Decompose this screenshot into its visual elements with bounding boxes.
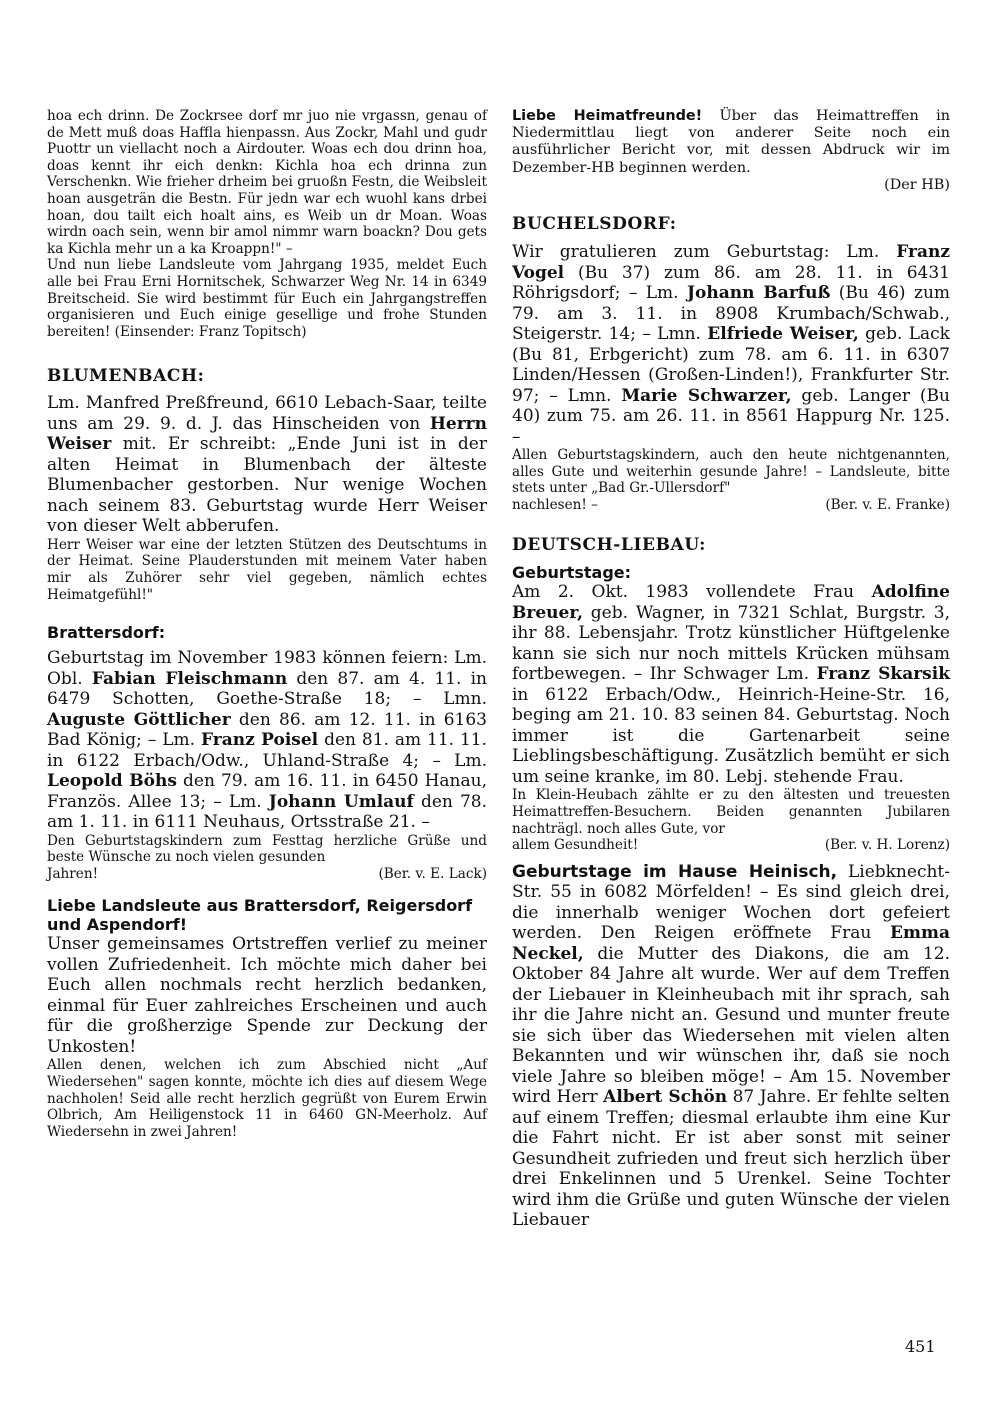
deutsch-liebau-heading: DEUTSCH-LIEBAU: xyxy=(512,535,707,556)
buchelsdorf-signature-line: nachlesen! – (Ber. v. E. Franke) xyxy=(512,496,950,513)
reigersdorf-paragraph: Unser gemeinsames Ortstreffen verlief zu meiner vollen Zufriedenheit. Ich möchte mich daher bei Euch allen nochmals recht herzlich bedanken, einmal für Euer zahlreiches Erscheinen und auch für die großherzige Spende zur Deckung der Unkosten! xyxy=(47,934,487,1057)
blumenbach-note: Herr Weiser war eine der letzten Stützen des Deutschtums in der Heimat. Seine Plauderstunden mit meinem Vater haben mir als Zuhörer sehr viel gegeben, nämlich echtes Heimatgefühl!" xyxy=(47,536,487,603)
buchelsdorf-note: Allen Geburtstagskindern, auch den heute nichtgenannten, alles Gute und weiterhin gesunde Jahre! – Landsleute, bitte stets unter „Bad Gr.-Ullersdorf" xyxy=(512,447,950,497)
left-column xyxy=(47,108,487,1140)
reigersdorf-note: Allen denen, welchen ich zum Abschied nicht „Auf Wiedersehen" sagen konnte, möchte ich dies auf diesem Wege nachholen! Seid alle recht herzlich gegrüßt von Eurem Erwin Olbrich, Am Heiligenstock 11 in 6460 GN-Meerholz. Auf Wiedersehn in zwei Jahren! xyxy=(47,1057,487,1140)
deutsch-liebau-signature-line: allem Gesundheit! (Ber. v. H. Lorenz) xyxy=(512,837,950,854)
geburtstage-subheading: Geburtstage: xyxy=(512,563,632,583)
heimatfreunde-signature: (Der HB) xyxy=(884,176,950,193)
intro-paragraph: hoa ech drinn. De Zockrsee dorf mr juo nie vrgassn, genau of de Mett muß doas Haffla hienpassn. Aus Zockr, Mahl und gudr Puottr un viellacht noch a Airdouter. Woas ech dou drinn hoa, doas kennt ihr eich denkn: Kichla hoa ech drinna zun Verschenkn. Wie frieher drheim bei gruoßn Festn, die Weibsleit hoan ausgeträn die Bestn. Für jedn war ech wuohl kans drbei hoan, dou tailt eich hoalt ains, es Weib un dr Moan. Woas wirdn oach sein, wenn bir amol nimmr warn boackn? Dou gets ka Kichla mehr un a ka Kroappn!" – xyxy=(47,108,487,257)
brattersdorf-signature-line: Jahren! (Ber. v. E. Lack) xyxy=(47,865,487,882)
buchelsdorf-paragraph: Wir gratulieren zum Geburtstag: Lm. Franz Vogel (Bu 37) zum 86. am 28. 11. in 6431 Röhrigsdorf; – Lm. Johann Barfuß (Bu 46) zum 79. am 3. 11. in 8908 Krumbach/Schwab., Steigerstr. 14; – Lmn. Elfriede Weiser, geb. Lack (Bu 81, Erbgericht) zum 78. am 6. 11. in 6307 Linden/Hessen (Großen-Linden!), Frankfurter Str. 97; – Lmn. Marie Schwarzer, geb. Langer (Bu 40) zum 75. am 26. 11. in 8561 Happurg Nr. 125. – xyxy=(512,242,951,447)
heinisch-paragraph: Geburtstage im Hause Heinisch, Liebknecht-Str. 55 in 6082 Mörfelden! – Es sind gleich drei, die innerhalb weniger Wochen dort gefeiert werden. Den Reigen eröffnete Frau Emma Neckel, die Mutter des Diakons, die am 12. Oktober 84 Jahre alt wurde. Wer auf dem Treffen der Liebauer in Kleinheubach mit ihr sprach, sah ihr die Jahre nicht an. Gesund und munter freute sie sich über das Wiedersehen mit vielen alten Bekannten und wir wünschen ihr, daß sie noch viele Jahre so bleiben möge! – Am 15. November wird Herr Albert Schön 87 Jahre. Er fehlte selten auf einem Treffen; diesmal erlaubte ihm eine Kur die Fahrt nicht. Er ist aber sonst mit seiner Gesundheit zufrieden und freut sich herzlich über drei Enkelinnen und 5 Urenkel. Seine Tochter wird ihm die Grüße und guten Wünsche der vielen Liebauer xyxy=(512,861,950,1231)
brattersdorf-paragraph: Geburtstag im November 1983 können feiern: Lm. Obl. Fabian Fleischmann den 87. am 4. 11. in 6479 Schotten, Goethe-Straße 18; – Lmn. Auguste Göttlicher den 86. am 12. 11. in 6163 Bad König; – Lm. Franz Poisel den 81. am 11. 11. in 6122 Erbach/Odw., Uhland-Straße 4; – Lm. Leopold Böhs den 79. am 16. 11. in 6450 Hanau, Französ. Allee 13; – Lm. Johann Umlauf den 78. am 1. 11. in 6111 Neuhaus, Ortsstraße 21. – xyxy=(47,648,487,833)
brattersdorf-note: Den Geburtstagskindern zum Festtag herzliche Grüße und beste Wünsche zu noch vielen gesunden xyxy=(47,832,487,866)
blumenbach-heading: BLUMENBACH: xyxy=(47,366,205,387)
reigersdorf-heading: Liebe Landsleute aus Brattersdorf, Reigersdorf und Aspendorf! xyxy=(47,896,473,935)
deutsch-liebau-paragraph: Am 2. Okt. 1983 vollendete Frau Adolfine Breuer, geb. Wagner, in 7321 Schlat, Burgstr. 3, ihr 88. Lebensjahr. Trotz künstlicher Hüftgelenke kann sie sich nur noch mittels Krücken mühsam fortbewegen. – Ihr Schwager Lm. Franz Skarsik in 6122 Erbach/Odw., Heinrich-Heine-Str. 16, beging am 21. 10. 83 seinen 84. Geburtstag. Noch immer ist die Gartenarbeit seine Lieblingsbeschäftigung. Zusätzlich bemüht er sich um seine kranke, im 80. Lebj. stehende Frau. xyxy=(512,582,950,787)
brattersdorf-heading: Brattersdorf: xyxy=(47,623,166,643)
deutsch-liebau-note: In Klein-Heubach zählte er zu den ältesten und treuesten Heimattreffen-Besuchern. Beiden genannten Jubilaren nachträgl. noch alles Gute, vor xyxy=(512,787,950,837)
page-number: 451 xyxy=(905,1337,936,1356)
buchelsdorf-heading: BUCHELSDORF: xyxy=(512,214,677,235)
intro-paragraph-2: Und nun liebe Landsleute vom Jahrgang 1935, meldet Euch alle bei Frau Erni Hornitschek, Schwarzer Weg Nr. 14 in 6349 Breitscheid. Sie wird bestimmt für Euch ein Jahrgangstreffen organisieren und Euch einige gesellige und frohe Stunden bereiten! (Einsender: Franz Topitsch) xyxy=(47,257,487,340)
right-column xyxy=(512,108,950,1231)
heimatfreunde-paragraph: Liebe Heimatfreunde! Über das Heimattreffen in Niedermittlau liegt von anderer Seite noch ein ausführlicher Bericht vor, mit dessen Abdruck wir im Dezember-HB beginnen werden. xyxy=(512,108,950,176)
blumenbach-paragraph: Lm. Manfred Preßfreund, 6610 Lebach-Saar, teilte uns am 29. 9. d. J. das Hinscheiden von Herrn Weiser mit. Er schreibt: „Ende Juni ist in der alten Heimat in Blumenbach der älteste Blumenbacher gestorben. Nur wenige Wochen nach seinem 83. Geburtstag wurde Herr Weiser von dieser Welt abberufen. xyxy=(47,393,487,537)
